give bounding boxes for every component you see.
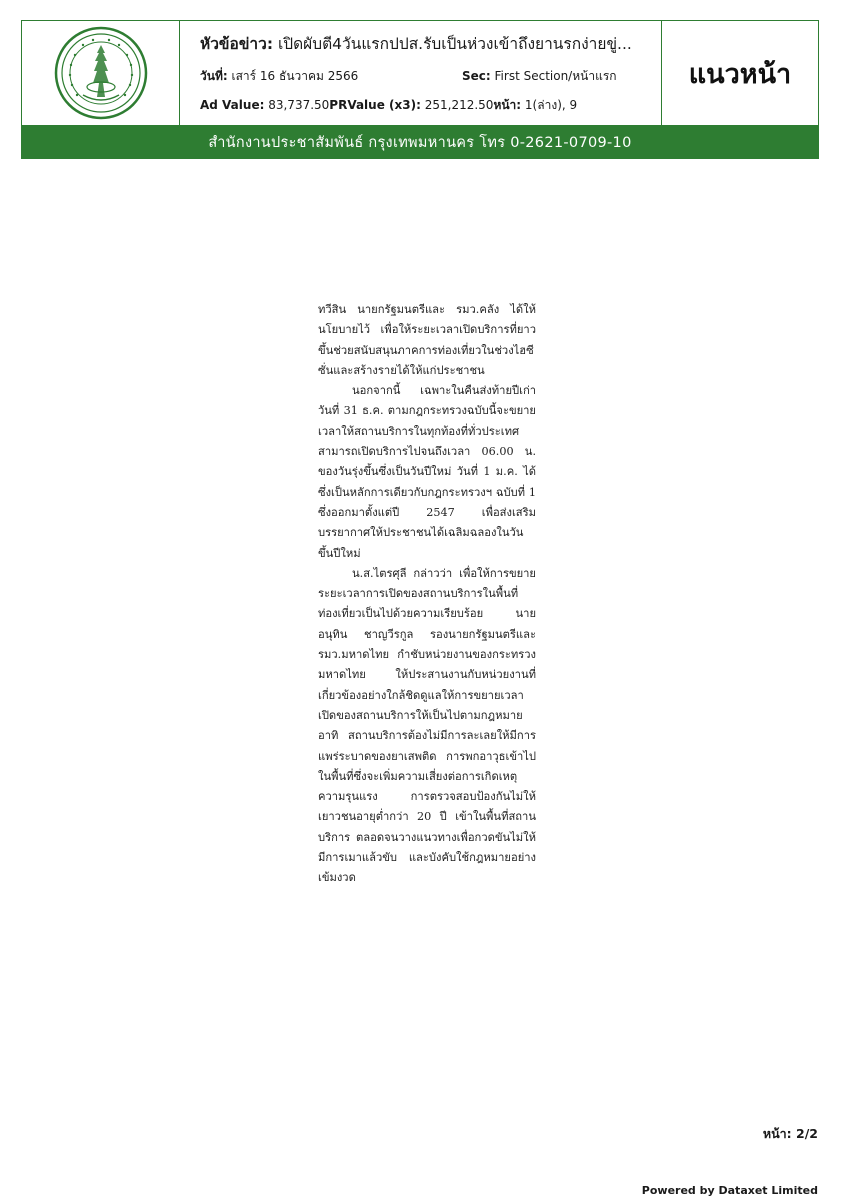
- article-paragraph: นอกจากนี้ เฉพาะในคืนส่งท้ายปีเก่า วันที่ 31 ธ.ค. ตามกฎกระทรวงฉบับนี้จะขยายเวลาให้สถานบริการในทุกท้องที่ทั่วประเทศสามารถเปิดบริการไปจนถึงเวลา 06.00 น. ของวันรุ่งขึ้นซึ่งเป็นวันปีใหม่ วันที่ 1 ม.ค. ได้ ซึ่งเป็นหลักการเดียวกับกฎกระทรวงฯ ฉบับที่ 1 ซึ่งออกมาตั้งแต่ปี 2547 เพื่อส่งเสริมบรรยากาศให้ประชาชนได้เฉลิมฉลองในวันขึ้นปีใหม่: [318, 384, 536, 560]
- date-row: [200, 67, 358, 86]
- section-label: Sec:: [462, 69, 491, 83]
- section-value: First Section/หน้าแรก: [494, 69, 617, 83]
- page-label: หน้า:: [493, 98, 522, 112]
- headline-row: [200, 31, 662, 56]
- office-contact-bar: สำนักงานประชาสัมพันธ์ กรุงเทพมหานคร โทร 0-2621-0709-10: [21, 125, 819, 159]
- logo-cell: [22, 21, 180, 125]
- article-body: [318, 300, 536, 889]
- article-paragraph: ทวีสิน นายกรัฐมนตรีและ รมว.คลัง ได้ให้นโยบายไว้ เพื่อให้ระยะเวลาเปิดบริการที่ยาวขึ้นช่วยสนับสนุนภาคการท่องเที่ยวในช่วงไฮซีซั่นและสร้างรายได้ให้แก่ประชาชน: [318, 303, 536, 377]
- section-row: [462, 67, 617, 86]
- article-paragraph: น.ส.ไตรศุลี กล่าวว่า เพื่อให้การขยายระยะเวลาการเปิดของสถานบริการในพื้นที่ท่องเที่ยวเป็นไปด้วยความเรียบร้อย นายอนุทิน ชาญวีรกูล รองนายกรัฐมนตรีและรมว.มหาดไทย กำชับหน่วยงานของกระทรวงมหาดไทย ให้ประสานงานกับหน่วยงานที่เกี่ยวข้องอย่างใกล้ชิดดูแลให้การขยายเวลาเปิดของสถานบริการให้เป็นไปตามกฎหมาย อาทิ สถานบริการต้องไม่มีการละเลยให้มีการแพร่ระบาดของยาเสพติด การพกอาวุธเข้าไปในพื้นที่ซึ่งจะเพิ่มความเสี่ยงต่อการเกิดเหตุความรุนแรง การตรวจสอบป้องกันไม่ให้เยาวชนอายุต่ำกว่า 20 ปี เข้าในพื้นที่สถานบริการ ตลอดจนวางแนวทางเพื่อกวดขันไม่ให้มีการเมาแล้วขับ และบังคับใช้กฎหมายอย่างเข้มงวด: [318, 566, 536, 885]
- page-number-label: หน้า:: [762, 1126, 792, 1141]
- date-label: วันที่:: [200, 69, 228, 83]
- bangkok-seal-icon: [53, 25, 149, 121]
- page-number-value: 2/2: [796, 1126, 818, 1141]
- clipping-header: [21, 20, 819, 126]
- page-value: 1(ล่าง), 9: [524, 98, 578, 112]
- pr-value: 251,212.50: [424, 98, 494, 112]
- metadata-cell: [180, 21, 662, 125]
- value-row: [200, 96, 577, 115]
- pr-value-label: PRValue (x3):: [329, 98, 421, 112]
- headline-text: เปิดผับตี4วันแรกปปส.รับเป็นห่วงเข้าถึงยานรกง่ายขู่...: [277, 35, 632, 53]
- ad-value-label: Ad Value:: [200, 98, 265, 112]
- page-number: [763, 1124, 818, 1144]
- publication-name: แนวหน้า: [688, 58, 792, 90]
- ad-value: 83,737.50: [268, 98, 330, 112]
- headline-label: หัวข้อข่าว:: [200, 35, 274, 53]
- powered-by: Powered by Dataxet Limited: [641, 1184, 818, 1197]
- date-value: เสาร์ 16 ธันวาคม 2566: [231, 69, 359, 83]
